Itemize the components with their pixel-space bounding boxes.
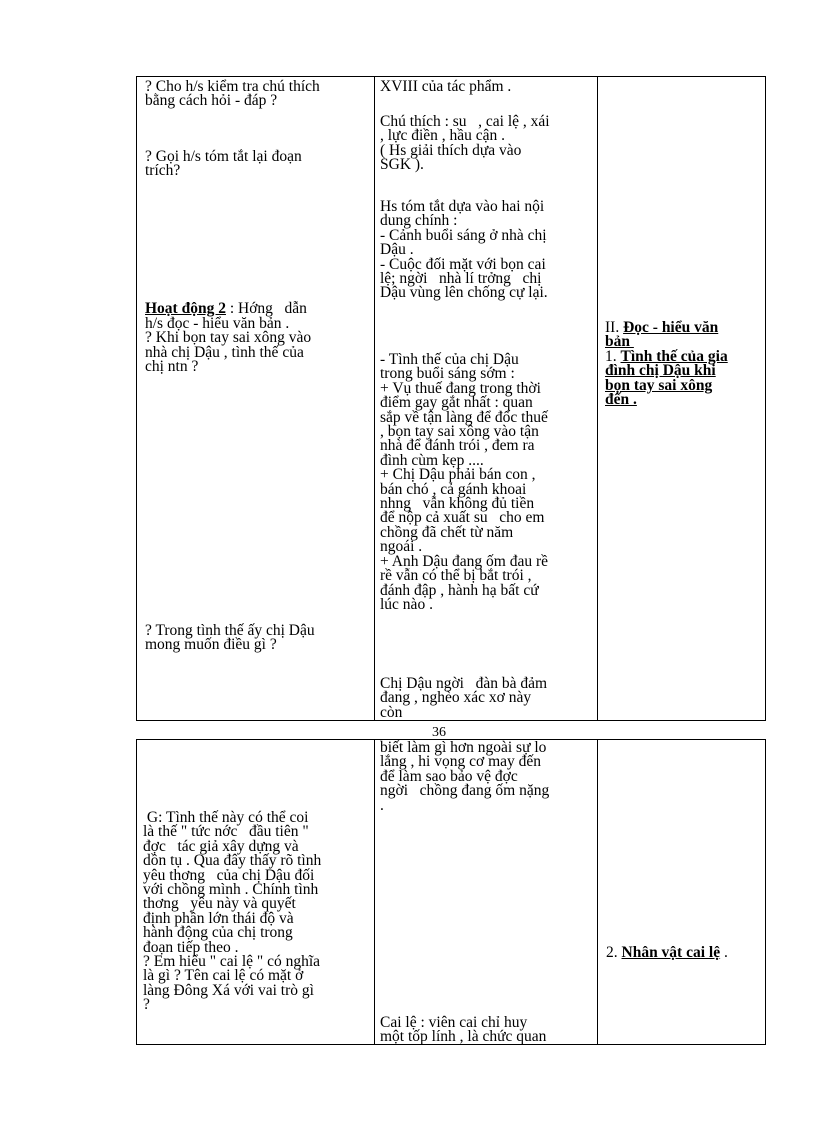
subsection-2-prefix: 2.	[606, 944, 622, 961]
section-ii-title: Đọc - hiểu văn bản	[605, 319, 719, 351]
page-number: 36	[432, 725, 446, 740]
content-column	[598, 740, 765, 1044]
activity-2-rest: : Hớng dẫn	[225, 300, 307, 317]
text-situation: - Tình thế của chị Dậu trong buổi sáng sớm : + Vụ thuế đang trong thời điểm gay gắt nhất : quan sắp về tận làng để đốc thuế , bọn tay sai xông vào tận nhà để đánh trói , đem ra đình cùm kẹp .... + Chị Dậu phải bán con , bán chó , cả gánh khoai nhng vẫn không đủ tiền để nộp cả xuất su cho em chồng đã chết từ năm ngoái . + Anh Dậu đang ốm đau rề rề vẫn có thể bị bắt trói , đánh đập , hành hạ bất cứ lúc nào .	[380, 351, 549, 613]
subsection-2-heading	[606, 946, 728, 960]
subsection-1-prefix: 1.	[605, 348, 621, 365]
text-summary: Hs tóm tắt dựa vào hai nội dung chính : - Cảnh buổi sáng ở nhà chị Dậu . - Cuộc đối mặt với bọn cai lệ; ngời nhà lí trởng chị Dậu vùng lên chống cự lại.	[380, 198, 548, 302]
subsection-1-title: Tình thế của gia đình chị Dậu khi bọn tay sai xông đến .	[605, 348, 728, 409]
content-column	[598, 77, 765, 720]
teacher-activity-column	[137, 740, 374, 1044]
activity-2-title: Hoạt động 2	[145, 300, 226, 317]
subsection-2-suffix: .	[720, 944, 728, 961]
subsection-2-title: Nhân vật cai lệ	[621, 944, 721, 961]
question-wish: ? Trong tình thế ấy chị Dậu mong muốn điều gì ?	[145, 622, 315, 654]
section-ii-prefix: II.	[605, 319, 624, 336]
teacher-activity-column	[137, 77, 374, 720]
question-check-notes: ? Cho h/s kiểm tra chú thích bằng cách hỏi - đáp ?	[145, 78, 320, 110]
text-chapter: XVIII của tác phẩm .	[380, 78, 512, 95]
text-notes: Chú thích : su , cai lệ , xái , lực điền , hầu cận . ( Hs giải thích dựa vào SGK ).	[380, 113, 550, 174]
section-ii-heading	[605, 321, 718, 350]
text-cai-le: Cai lệ : viên cai chỉ huy một tốp lính , là chức quan	[380, 1014, 547, 1046]
question-situation: h/s đọc - hiểu văn bản . ? Khi bọn tay sai xông vào nhà chị Dậu , tình thế của chị ntn ?	[145, 315, 312, 376]
student-activity-column	[375, 77, 597, 720]
subsection-1-heading	[605, 350, 728, 408]
question-summarize: ? Gọi h/s tóm tắt lại đoạn trích?	[145, 148, 302, 180]
text-hope: biết làm gì hơn ngoài sự lo lắng , hi vọng cơ may đến để làm sao bảo vệ đợc ngời chồng đang ốm nặng .	[380, 739, 550, 814]
teacher-note: G: Tình thế này có thể coi là thế " tức nớc đầu tiên " đợc tác giả xây dựng và dồn tụ . Qua đây thấy rõ tình yêu thơng của chị Dậu đối với chồng mình . Chính tình thơng yêu này và quyết định phần lớn thái độ và hành động của chị trong đoạn tiếp theo . ? Em hiểu " cai lệ " có nghĩa là gì ? Tên cai lệ có mặt ở làng Đông Xá với vai trò gì ?	[143, 809, 322, 1014]
table-1	[136, 76, 766, 721]
text-continue: Chị Dậu ngời đàn bà đảm đang , nghèo xác xơ này còn	[380, 675, 548, 721]
table-2	[136, 739, 766, 1045]
student-activity-column	[375, 740, 597, 1044]
